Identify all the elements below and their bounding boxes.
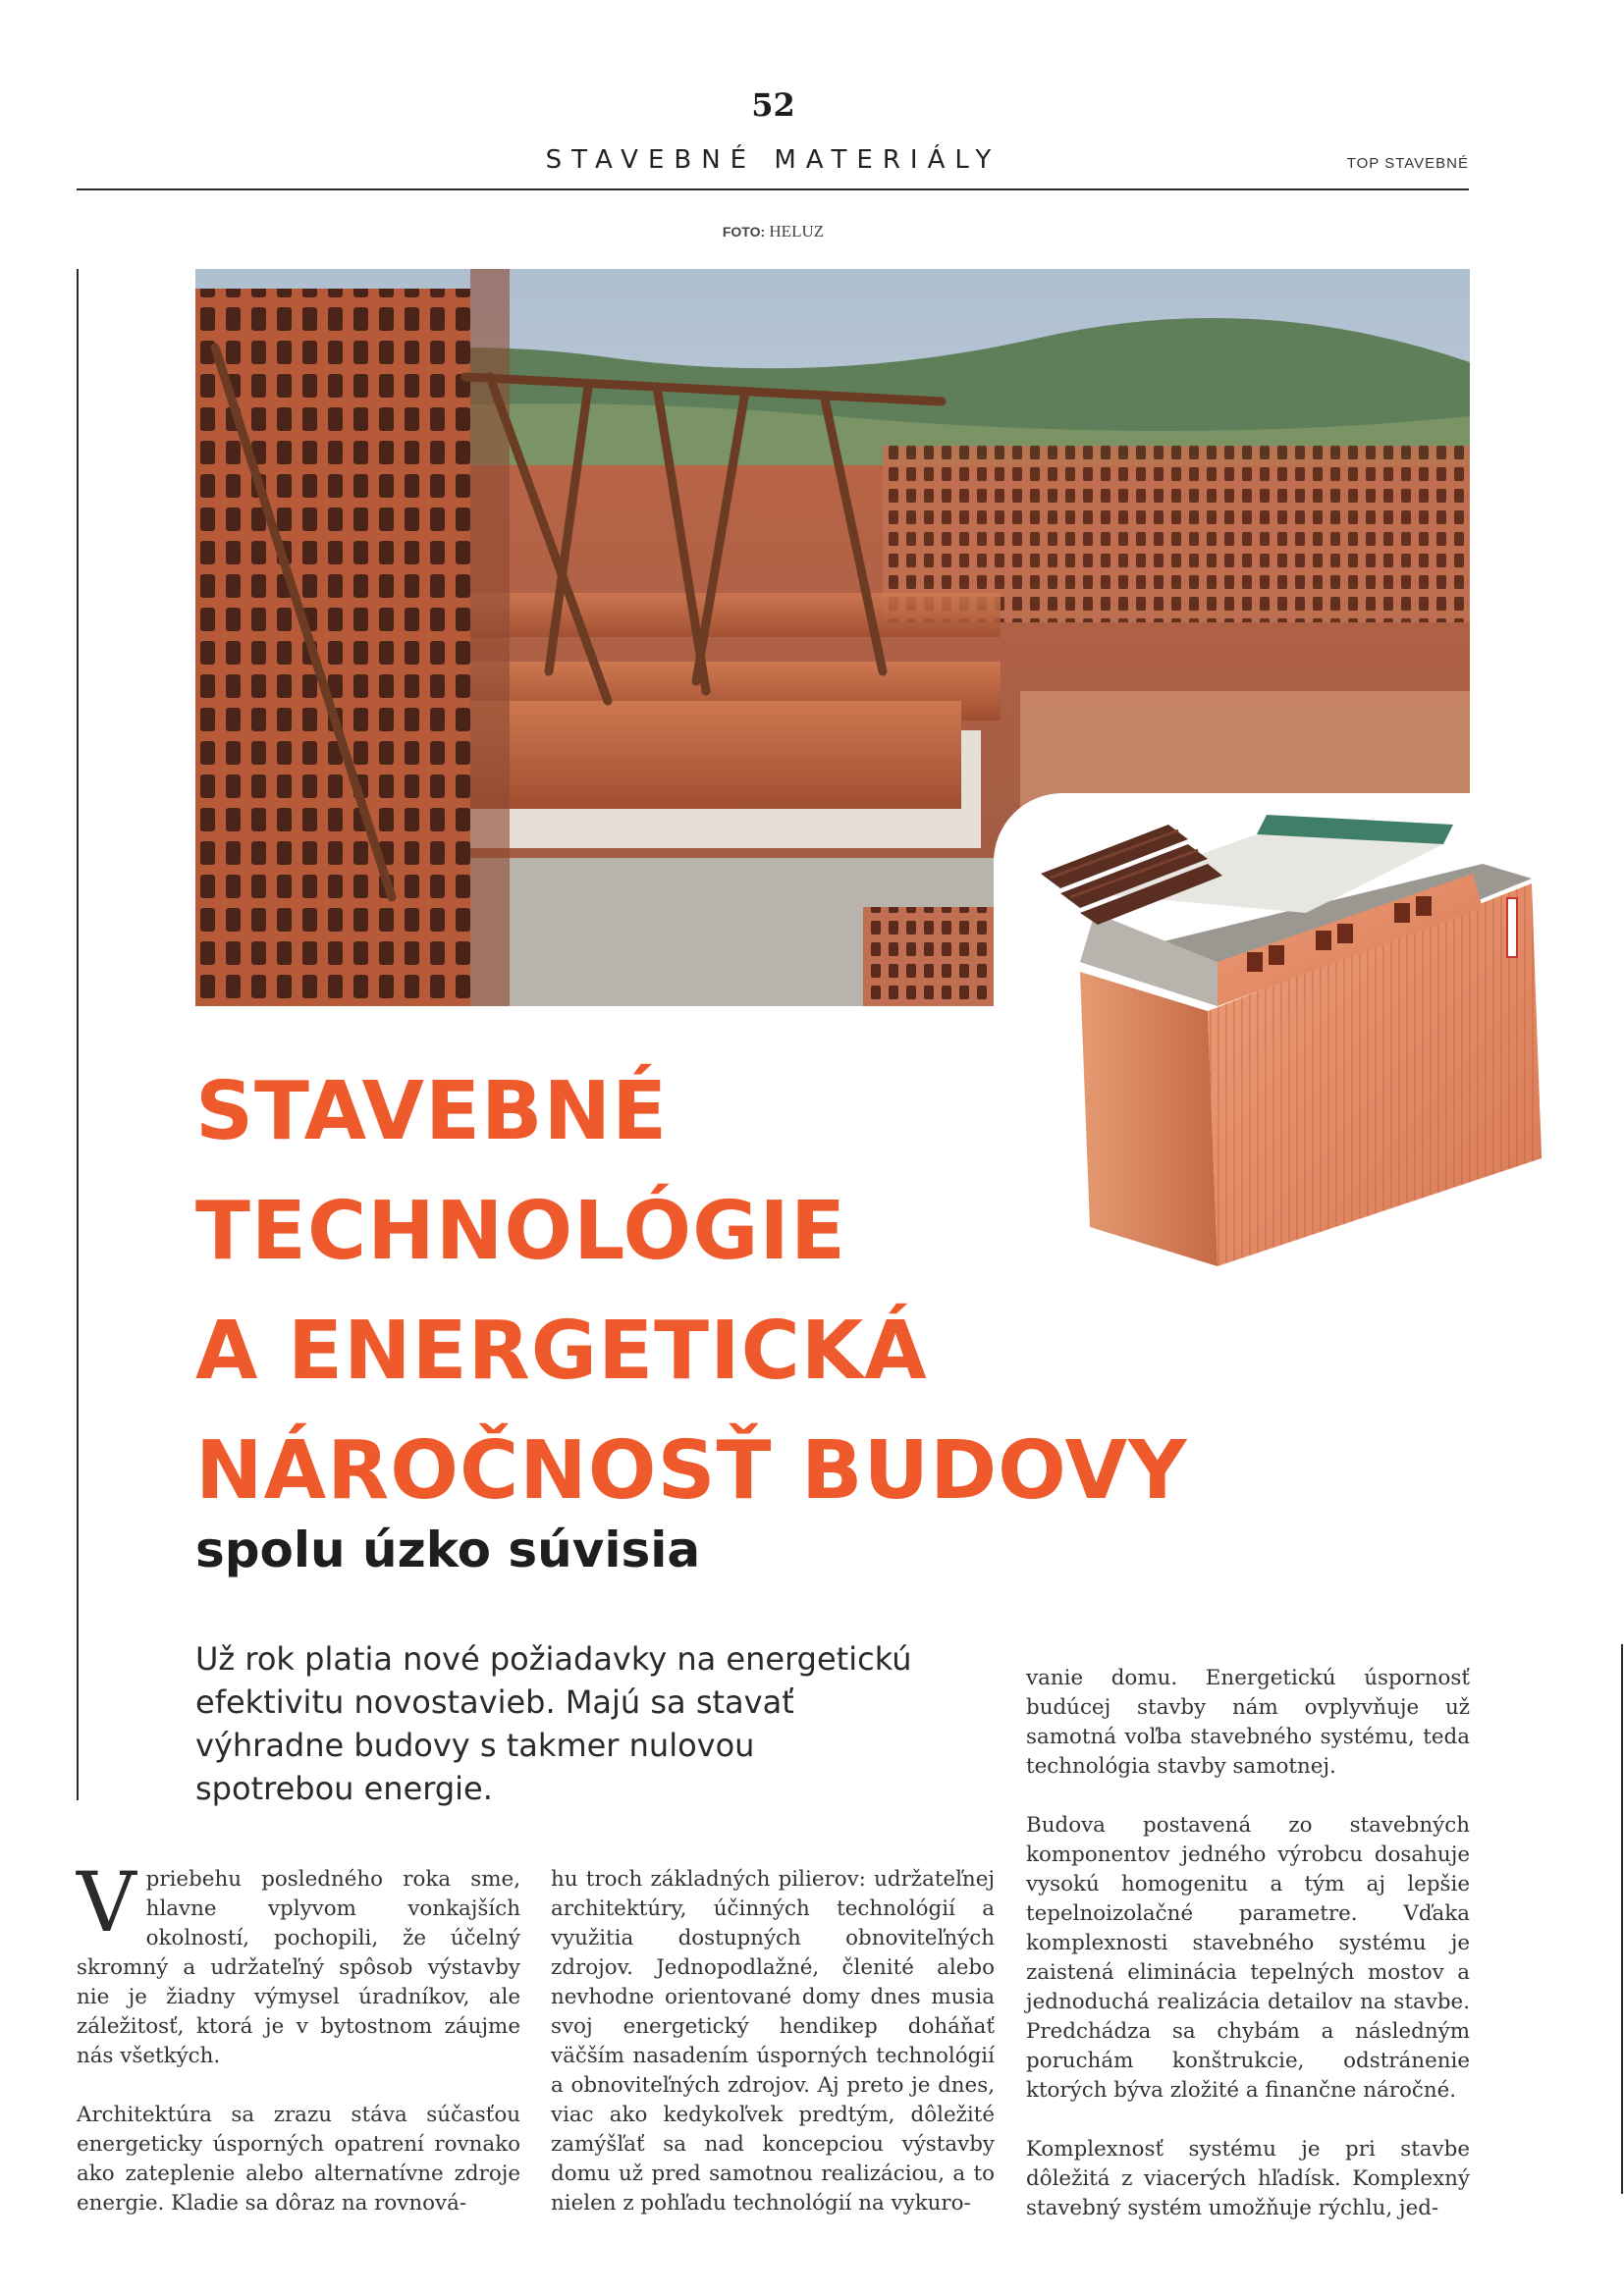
photo-credit-label: FOTO: [722, 224, 766, 240]
lead-line: efektivitu novostavieb. Majú sa stavať [195, 1683, 794, 1721]
body-paragraph: Architektúra sa zrazu stáva súčasťou energeticky úsporných opatrení rovnako ako zateplenie alebo alternatívne zdroje energie. Kladie sa dôraz na rovnová- [77, 2103, 520, 2216]
page-number: 52 [751, 86, 795, 124]
lead-line: Už rok platia nové požiadavky na energetickú [195, 1640, 912, 1678]
headline-line-2: TECHNOLÓGIE [195, 1185, 846, 1278]
headline-line-4: NÁROČNOSŤ BUDOVY [195, 1424, 1188, 1518]
body-paragraph: hu troch základných pilierov: udržateľnej architektúry, účinných technológií a využitia dostupných obnoviteľných zdrojov. Jednopodlažné, členité alebo nevhodne orientované domy dnes musia svoj energetický hendikep doháňať väčším nasadením úsporných technológií a obnoviteľných zdrojov. Aj preto je dnes, viac ako kedykoľvek predtým, dôležité zamýšľať sa nad koncepciou výstavby domu už pred samotnou realizáciou, a to nielen z pohľadu technológií na vykuro- [551, 1867, 995, 2216]
magazine-name: TOP STAVEBNÉ [1346, 155, 1469, 172]
body-paragraph: vanie domu. Energetickú úspornosť budúcej stavby nám ovplyvňuje už samotná voľba stavebného systému, teda technológia stavby samotnej. [1026, 1666, 1470, 1779]
body-paragraph [77, 1854, 520, 2071]
lead-line: spotrebou energie. [195, 1770, 493, 1807]
body-column-2 [551, 1865, 995, 2218]
right-edge-rule [1621, 1644, 1623, 2194]
headline-line-3: A ENERGETICKÁ [195, 1305, 928, 1398]
headline-line-1: STAVEBNÉ [195, 1065, 669, 1158]
body-column-1 [77, 1854, 520, 2218]
lead-line: výhradne budovy s takmer nulovou [195, 1727, 755, 1764]
section-title: STAVEBNÉ MATERIÁLY [545, 145, 1001, 175]
body-paragraph-text: priebehu posledného roka sme, hlavne vplyvom vonkajších okolností, pochopili, že účelný skromný a udržateľný spôsob výstavby nie je žiadny výmysel úradníkov, ale záležitosť, ktorá je v bytostnom záujme nás všetkých. [77, 1867, 520, 2068]
body-paragraph: Komplexnosť systému je pri stavbe dôležitá z viacerých hľadísk. Komplexný stavebný systém umožňuje rýchlu, jed- [1026, 2137, 1470, 2220]
body-paragraph: Budova postavená zo stavebných komponentov jedného výrobcu dosahuje vysokú homogenitu a tým aj lepšie tepelnoizolačné parametre. Vďaka komplexnosti stavebného systému je zaistená eliminácia tepelných mostov a jednoduchá realizácia detailov na stavbe. Predchádza sa chybám a následným poruchám konštrukcie, odstránenie ktorých býva zložité a finančne náročné. [1026, 1813, 1470, 2103]
drop-cap: V [77, 1854, 136, 1950]
header-divider [77, 188, 1469, 190]
subheadline: spolu úzko súvisia [195, 1522, 701, 1578]
left-margin-rule [77, 269, 79, 1800]
lead-paragraph [195, 1637, 981, 1810]
body-column-3 [1026, 1664, 1470, 2223]
photo-credit [0, 222, 1546, 241]
photo-credit-value: HELUZ [769, 222, 825, 240]
headline [195, 1052, 1374, 1531]
